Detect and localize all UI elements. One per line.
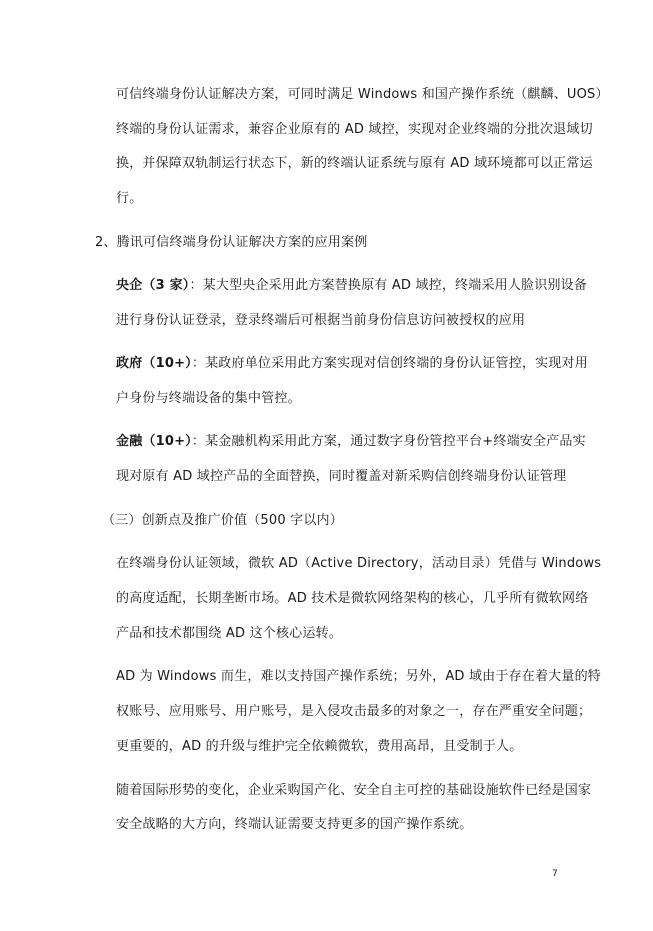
case-label: 政府（10+） (116, 356, 192, 371)
section3-para2-line-1: AD 为 Windows 而生，难以支持国产操作系统；另外，AD 域由于存在着大量的特 (116, 669, 601, 684)
page-number: 7 (552, 869, 558, 879)
case-finance-line-2: 现对原有 AD 域控产品的全面替换，同时覆盖对新采购信创终端身份认证管理 (116, 469, 567, 484)
section3-heading: （三）创新点及推广价值（500 字以内） (102, 513, 343, 528)
case-finance-line-1 (116, 433, 586, 451)
para1-line-4: 行。 (116, 191, 143, 206)
case-government-line-2: 户身份与终端设备的集中管控。 (116, 391, 301, 406)
case-text: ：某金融机构采用此方案，通过数字身份管控平台+终端安全产品实 (191, 434, 586, 449)
para1-line-1: 可信终端身份认证解决方案，可同时满足 Windows 和国产操作系统（麒麟、UOS） (116, 87, 609, 102)
para1-line-3: 换，并保障双轨制运行状态下，新的终端认证系统与原有 AD 域环境都可以正常运 (116, 156, 593, 171)
section3-para2-line-3: 更重要的，AD 的升级与维护完全依赖微软，费用高昂，且受制于人。 (116, 739, 523, 754)
section3-para3-line-2: 安全战略的大方向，终端认证需要支持更多的国产操作系统。 (116, 817, 473, 832)
section3-para3-line-1: 随着国际形势的变化，企业采购国产化、安全自主可控的基础设施软件已经是国家 (116, 783, 592, 798)
section3-para2-line-2: 权账号、应用账号、用户账号，是入侵攻击最多的对象之一，存在严重安全问题； (116, 704, 592, 719)
section3-para1-line-2: 的高度适配，长期垄断市场。AD 技术是微软网络架构的核心，几乎所有微软网络 (116, 591, 589, 606)
case-label: 金融（10+） (116, 434, 192, 449)
case-central-enterprise-line-2: 进行身份认证登录，登录终端后可根据当前身份信息访问被授权的应用 (116, 313, 526, 328)
case-text: ：某大型央企采用此方案替换原有 AD 域控，终端采用人脸识别设备 (189, 278, 588, 293)
section3-para1-line-3: 产品和技术都围绕 AD 这个核心运转。 (116, 626, 342, 641)
section3-para1-line-1: 在终端身份认证领域，微软 AD（Active Directory，活动目录）凭借与 Windows (116, 556, 602, 571)
section2-heading: 2、腾讯可信终端身份认证解决方案的应用案例 (95, 235, 368, 250)
para1-line-2: 终端的身份认证需求，兼容企业原有的 AD 域控，实现对企业终端的分批次退域切 (116, 122, 593, 137)
case-label: 央企（3 家） (116, 278, 190, 293)
case-government-line-1 (116, 355, 588, 373)
case-text: ：某政府单位采用此方案实现对信创终端的身份认证管控，实现对用 (191, 356, 588, 371)
case-central-enterprise-line-1 (116, 277, 587, 295)
